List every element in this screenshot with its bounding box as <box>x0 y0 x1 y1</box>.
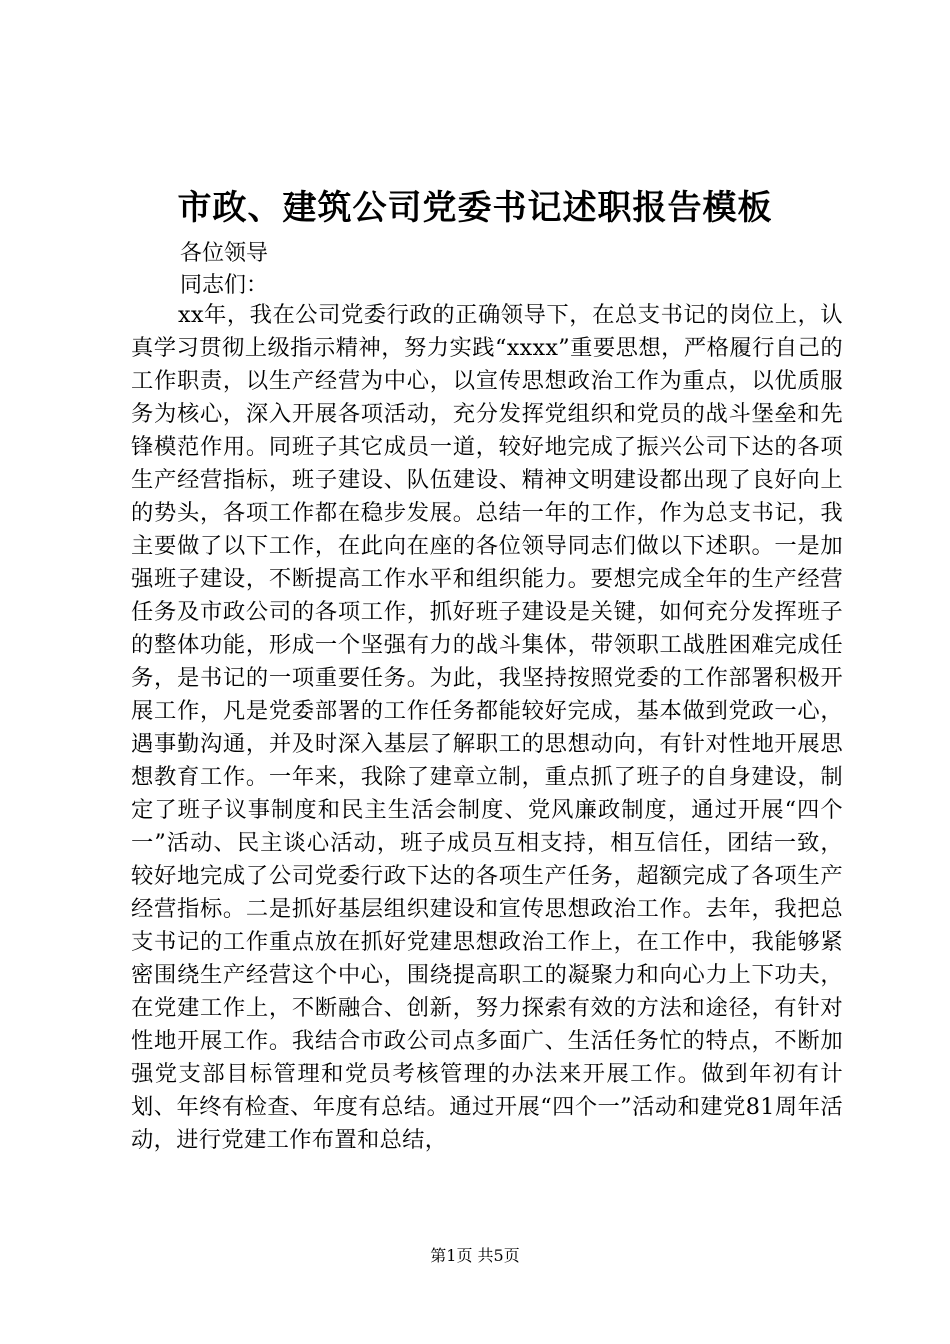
page-number-footer: 第1页 共5页 <box>430 1246 520 1265</box>
salutation-comrades: 同志们： <box>180 273 269 298</box>
salutation-leaders: 各位领导 <box>180 241 269 266</box>
document-title: 市政、建筑公司党委书记述职报告模板 <box>177 188 773 228</box>
body-paragraph: xx年，我在公司党委行政的正确领导下，在总支书记的岗位上，认真学习贯彻上级指示精神，努力实践“xxxx”重要思想，严格履行自己的工作职责，以生产经营为中心，以宣传思想政治工作为重点，以优质服务为核心，深入开展各项活动，充分发挥党组织和党员的战斗堡垒和先锋模范作用。同班子其它成员一道，较好地完成了振兴公司下达的各项生产经营指标，班子建设、队伍建设、精神文明建设都出现了良好向上的势头，各项工作都在稳步发展。总结一年的工作，作为总支书记，我主要做了以下工作，在此向在座的各位领导同志们做以下述职。一是加强班子建设，不断提高工作水平和组织能力。要想完成全年的生产经营任务及市政公司的各项工作，抓好班子建设是关键，如何充分发挥班子的整体功能，形成一个坚强有力的战斗集体，带领职工战胜困难完成任务，是书记的一项重要任务。为此，我坚持按照党委的工作部署积极开展工作，凡是党委部署的工作任务都能较好完成，基本做到党政一心，遇事勤沟通，并及时深入基层了解职工的思想动向，有针对性地开展思想教育工作。一年来，我除了建章立制，重点抓了班子的自身建设，制定了班子议事制度和民主生活会制度、党风廉政制度，通过开展“四个一”活动、民主谈心活动，班子成员互相支持，相互信任，团结一致，较好地完成了公司党委行政下达的各项生产任务，超额完成了各项生产经营指标。二是抓好基层组织建设和宣传思想政治工作。去年，我把总支书记的工作重点放在抓好党建思想政治工作上，在工作中，我能够紧密围绕生产经营这个中心，围绕提高职工的凝聚力和向心力上下功夫，在党建工作上，不断融合、创新，努力探索有效的方法和途径，有针对性地开展工作。我结合市政公司点多面广、生活任务忙的特点，不断加强党支部目标管理和党员考核管理的办法来开展工作。做到年初有计划、年终有检查、年度有总结。通过开展“四个一”活动和建党81周年活动，进行党建工作布置和总结， <box>131 302 843 1153</box>
